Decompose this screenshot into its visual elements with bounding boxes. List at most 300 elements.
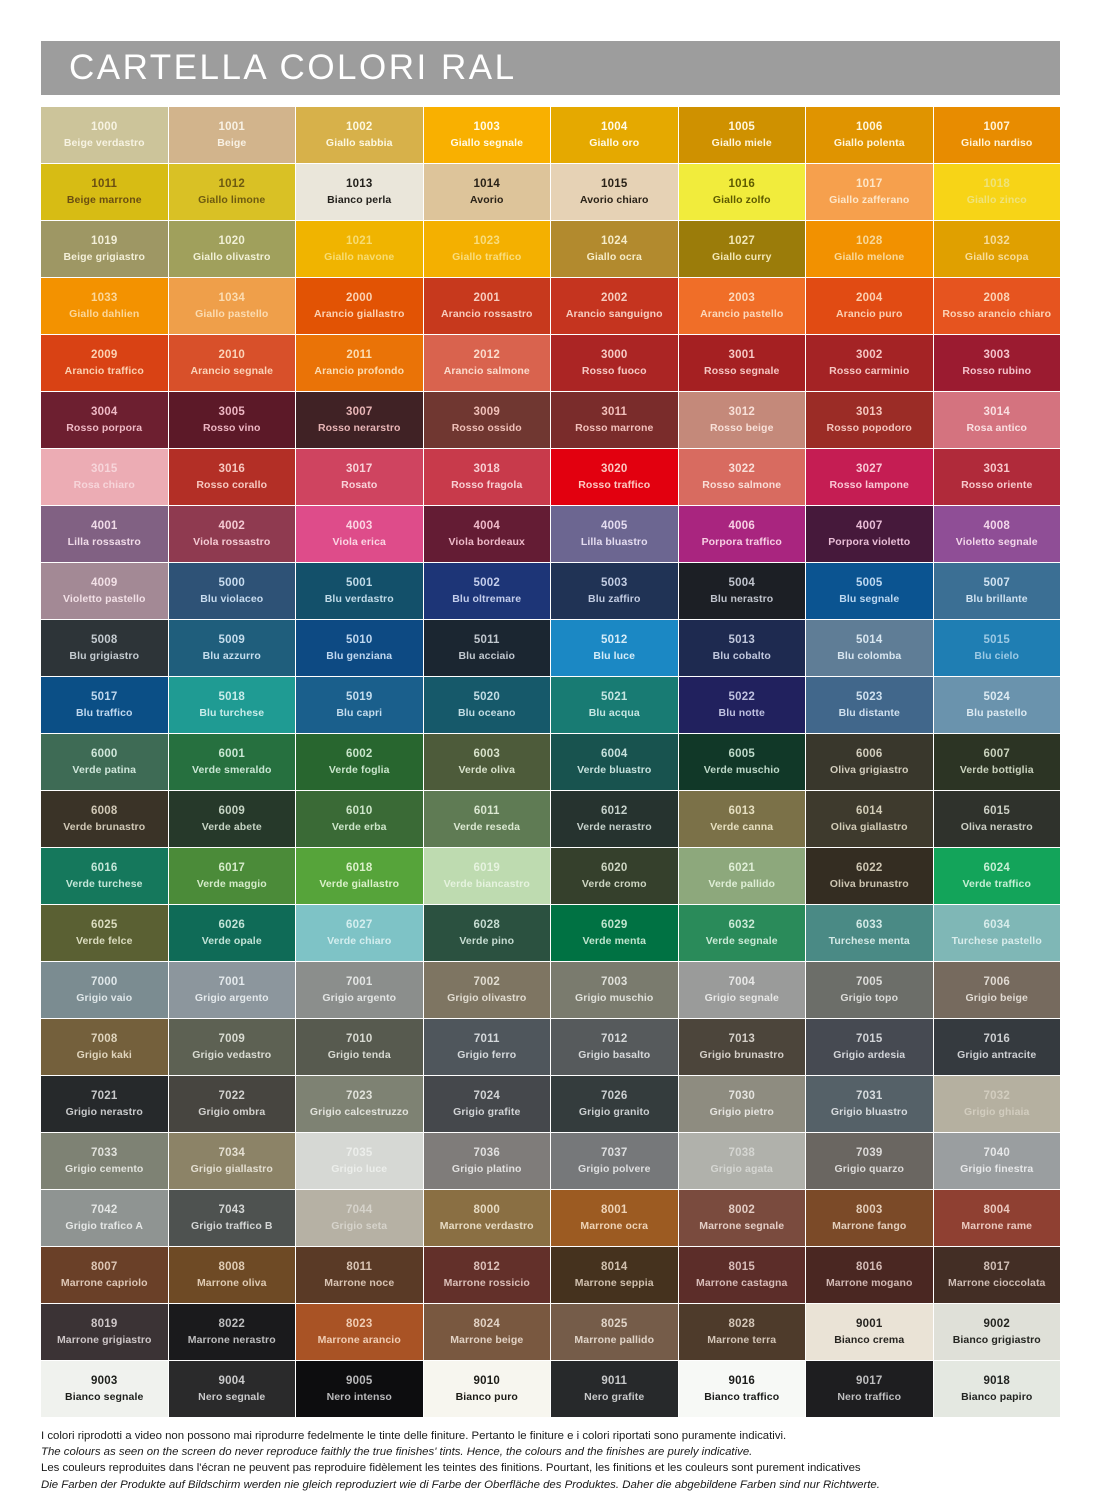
swatch-code: 8017: [983, 1260, 1010, 1273]
swatch-code: 6000: [91, 747, 118, 760]
color-swatch[interactable]: [169, 1190, 296, 1246]
color-swatch[interactable]: [41, 506, 168, 562]
color-swatch[interactable]: [169, 677, 296, 733]
color-swatch[interactable]: [551, 1247, 678, 1303]
swatch-name: Verde abete: [201, 821, 262, 834]
swatch-code: 1033: [91, 291, 118, 304]
color-swatch[interactable]: [934, 164, 1061, 220]
swatch-code: 7013: [728, 1032, 755, 1045]
color-swatch[interactable]: [424, 1361, 551, 1417]
color-swatch[interactable]: [169, 1133, 296, 1189]
swatch-code: 5018: [218, 690, 245, 703]
swatch-name: Marrone castagna: [696, 1277, 788, 1290]
color-swatch[interactable]: [679, 164, 806, 220]
swatch-code: 6022: [856, 861, 883, 874]
swatch-name: Blu notte: [718, 707, 765, 720]
color-swatch[interactable]: [551, 164, 678, 220]
color-swatch[interactable]: [679, 1076, 806, 1132]
color-swatch[interactable]: [806, 1304, 933, 1360]
color-swatch[interactable]: [551, 107, 678, 163]
page-header: [41, 41, 1060, 95]
color-swatch[interactable]: [551, 962, 678, 1018]
disclaimer-english: The colours as seen on the screen do never reproduce faithly the true finishes' tints. Hence, the colours and the finishes are purely indicative.: [41, 1446, 753, 1459]
color-swatch[interactable]: [551, 905, 678, 961]
color-swatch[interactable]: [551, 506, 678, 562]
swatch-code: 3011: [601, 405, 628, 418]
color-swatch[interactable]: [41, 1190, 168, 1246]
color-swatch[interactable]: [41, 677, 168, 733]
swatch-name: Rosso segnale: [704, 365, 780, 378]
swatch-name: Grigio ghiaia: [964, 1106, 1030, 1119]
color-swatch[interactable]: [934, 563, 1061, 619]
color-swatch[interactable]: [806, 1076, 933, 1132]
color-swatch[interactable]: [424, 1076, 551, 1132]
color-swatch[interactable]: [934, 1019, 1061, 1075]
color-swatch[interactable]: [296, 221, 423, 277]
swatch-name: Rosso corallo: [196, 479, 268, 492]
color-swatch[interactable]: [934, 1133, 1061, 1189]
color-swatch[interactable]: [934, 1361, 1061, 1417]
swatch-code: 4002: [218, 519, 245, 532]
color-swatch[interactable]: [934, 677, 1061, 733]
color-swatch[interactable]: [296, 791, 423, 847]
color-swatch[interactable]: [296, 848, 423, 904]
color-swatch[interactable]: [679, 734, 806, 790]
swatch-code: 7016: [983, 1032, 1010, 1045]
swatch-code: 5015: [983, 633, 1010, 646]
swatch-name: Porpora traffico: [701, 536, 782, 549]
color-swatch[interactable]: [934, 392, 1061, 448]
swatch-code: 2011: [346, 348, 373, 361]
swatch-name: Giallo olivastro: [193, 251, 271, 264]
color-swatch[interactable]: [551, 449, 678, 505]
color-swatch[interactable]: [41, 848, 168, 904]
color-swatch[interactable]: [424, 1304, 551, 1360]
color-swatch[interactable]: [551, 677, 678, 733]
color-swatch[interactable]: [169, 107, 296, 163]
color-swatch[interactable]: [169, 1304, 296, 1360]
swatch-code: 7036: [473, 1146, 500, 1159]
swatch-code: 9005: [346, 1374, 373, 1387]
color-swatch[interactable]: [169, 848, 296, 904]
color-swatch[interactable]: [41, 335, 168, 391]
swatch-name: Marrone segnale: [699, 1220, 785, 1233]
swatch-code: 6008: [91, 804, 118, 817]
color-swatch[interactable]: [551, 1076, 678, 1132]
color-swatch[interactable]: [934, 278, 1061, 334]
swatch-name: Grigio tenda: [327, 1049, 391, 1062]
color-swatch[interactable]: [424, 620, 551, 676]
swatch-code: 3027: [856, 462, 883, 475]
color-swatch[interactable]: [296, 1190, 423, 1246]
color-swatch[interactable]: [296, 1076, 423, 1132]
color-swatch[interactable]: [551, 1190, 678, 1246]
color-swatch[interactable]: [41, 791, 168, 847]
color-swatch[interactable]: [551, 1133, 678, 1189]
color-swatch[interactable]: [169, 392, 296, 448]
swatch-code: 5022: [728, 690, 755, 703]
swatch-code: 7035: [346, 1146, 373, 1159]
color-swatch[interactable]: [424, 563, 551, 619]
swatch-code: 9018: [983, 1374, 1010, 1387]
color-swatch[interactable]: [41, 278, 168, 334]
color-swatch[interactable]: [934, 335, 1061, 391]
swatch-name: Marrone pallido: [574, 1334, 655, 1347]
swatch-code: 8004: [983, 1203, 1010, 1216]
color-swatch[interactable]: [41, 107, 168, 163]
color-swatch[interactable]: [41, 620, 168, 676]
swatch-code: 1002: [346, 120, 373, 133]
color-swatch[interactable]: [296, 164, 423, 220]
color-swatch[interactable]: [679, 278, 806, 334]
color-swatch[interactable]: [679, 392, 806, 448]
swatch-code: 5021: [601, 690, 628, 703]
swatch-name: Blu distante: [838, 707, 900, 720]
swatch-name: Blu violaceo: [200, 593, 264, 606]
color-swatch[interactable]: [934, 107, 1061, 163]
color-swatch[interactable]: [806, 791, 933, 847]
swatch-name: Rosso marrone: [575, 422, 654, 435]
swatch-code: 4009: [91, 576, 118, 589]
color-swatch[interactable]: [806, 677, 933, 733]
color-swatch[interactable]: [296, 1361, 423, 1417]
swatch-name: Blu colomba: [837, 650, 902, 663]
color-swatch[interactable]: [41, 962, 168, 1018]
swatch-name: Nero segnale: [198, 1391, 266, 1404]
color-swatch[interactable]: [934, 1190, 1061, 1246]
swatch-code: 7031: [856, 1089, 883, 1102]
swatch-name: Bianco puro: [455, 1391, 518, 1404]
color-swatch[interactable]: [169, 1019, 296, 1075]
color-swatch[interactable]: [806, 734, 933, 790]
color-swatch[interactable]: [41, 905, 168, 961]
swatch-code: 4008: [983, 519, 1010, 532]
swatch-code: 1018: [983, 177, 1010, 190]
color-swatch[interactable]: [169, 1247, 296, 1303]
color-swatch[interactable]: [806, 392, 933, 448]
color-swatch[interactable]: [169, 962, 296, 1018]
color-swatch[interactable]: [806, 506, 933, 562]
swatch-name: Blu cielo: [974, 650, 1020, 663]
color-swatch[interactable]: [169, 620, 296, 676]
color-swatch[interactable]: [934, 1247, 1061, 1303]
color-swatch[interactable]: [934, 449, 1061, 505]
swatch-name: Rosso ossido: [451, 422, 522, 435]
color-swatch[interactable]: [41, 563, 168, 619]
swatch-code: 7044: [346, 1203, 373, 1216]
color-swatch[interactable]: [551, 734, 678, 790]
color-swatch[interactable]: [934, 506, 1061, 562]
color-swatch[interactable]: [934, 791, 1061, 847]
color-swatch[interactable]: [296, 1133, 423, 1189]
swatch-name: Rosso popodoro: [826, 422, 912, 435]
swatch-code: 2004: [856, 291, 883, 304]
swatch-name: Marrone mogano: [825, 1277, 913, 1290]
color-swatch[interactable]: [169, 506, 296, 562]
swatch-code: 7015: [856, 1032, 883, 1045]
color-swatch[interactable]: [806, 1361, 933, 1417]
color-swatch[interactable]: [679, 677, 806, 733]
color-swatch[interactable]: [424, 449, 551, 505]
color-swatch[interactable]: [679, 449, 806, 505]
color-swatch[interactable]: [296, 620, 423, 676]
swatch-code: 7012: [601, 1032, 628, 1045]
swatch-name: Rosso salmone: [702, 479, 782, 492]
color-swatch[interactable]: [169, 734, 296, 790]
color-swatch[interactable]: [679, 1133, 806, 1189]
color-swatch[interactable]: [679, 620, 806, 676]
color-swatch[interactable]: [806, 905, 933, 961]
swatch-name: Marrone noce: [324, 1277, 395, 1290]
color-swatch[interactable]: [679, 1247, 806, 1303]
color-swatch[interactable]: [296, 1304, 423, 1360]
color-swatch[interactable]: [169, 449, 296, 505]
color-swatch[interactable]: [296, 449, 423, 505]
color-swatch[interactable]: [41, 164, 168, 220]
color-swatch[interactable]: [296, 734, 423, 790]
swatch-code: 3014: [983, 405, 1010, 418]
swatch-name: Grigio ardesia: [833, 1049, 906, 1062]
swatch-name: Grigio quarzo: [834, 1163, 905, 1176]
swatch-code: 8000: [473, 1203, 500, 1216]
color-swatch[interactable]: [679, 1190, 806, 1246]
color-swatch[interactable]: [424, 1190, 551, 1246]
color-swatch[interactable]: [296, 335, 423, 391]
color-swatch[interactable]: [296, 1019, 423, 1075]
swatch-name: Rosso rubino: [962, 365, 1032, 378]
swatch-name: Beige: [217, 137, 247, 150]
color-swatch[interactable]: [424, 335, 551, 391]
color-swatch[interactable]: [934, 1304, 1061, 1360]
color-swatch[interactable]: [551, 392, 678, 448]
swatch-name: Grigio cemento: [65, 1163, 144, 1176]
color-swatch[interactable]: [934, 905, 1061, 961]
swatch-name: Verde chiaro: [327, 935, 392, 948]
color-swatch[interactable]: [169, 563, 296, 619]
color-swatch[interactable]: [424, 392, 551, 448]
color-swatch[interactable]: [934, 620, 1061, 676]
color-swatch[interactable]: [806, 335, 933, 391]
swatch-code: 8024: [473, 1317, 500, 1330]
color-swatch[interactable]: [551, 563, 678, 619]
color-swatch[interactable]: [679, 1019, 806, 1075]
swatch-code: 8003: [856, 1203, 883, 1216]
color-swatch[interactable]: [679, 107, 806, 163]
color-swatch[interactable]: [806, 962, 933, 1018]
color-swatch[interactable]: [41, 1076, 168, 1132]
swatch-code: 6020: [601, 861, 628, 874]
swatch-name: Giallo dahlien: [69, 308, 140, 321]
swatch-name: Giallo nardiso: [961, 137, 1033, 150]
color-swatch[interactable]: [806, 1190, 933, 1246]
color-swatch[interactable]: [41, 221, 168, 277]
swatch-code: 7033: [91, 1146, 118, 1159]
swatch-code: 7039: [856, 1146, 883, 1159]
swatch-name: Arancio profondo: [314, 365, 405, 378]
swatch-name: Bianco grigiastro: [952, 1334, 1041, 1347]
swatch-code: 9010: [473, 1374, 500, 1387]
swatch-code: 1020: [218, 234, 245, 247]
color-swatch[interactable]: [551, 335, 678, 391]
swatch-name: Oliva giallastro: [830, 821, 908, 834]
color-swatch[interactable]: [551, 1019, 678, 1075]
swatch-code: 8001: [601, 1203, 628, 1216]
color-swatch[interactable]: [679, 848, 806, 904]
disclaimer-footer: [41, 1428, 1060, 1493]
color-swatch[interactable]: [169, 791, 296, 847]
swatch-code: 1032: [983, 234, 1010, 247]
color-swatch[interactable]: [424, 164, 551, 220]
swatch-code: 3022: [728, 462, 755, 475]
color-swatch[interactable]: [551, 1304, 678, 1360]
color-swatch[interactable]: [551, 278, 678, 334]
color-swatch[interactable]: [296, 506, 423, 562]
color-swatch[interactable]: [41, 1361, 168, 1417]
color-swatch[interactable]: [806, 563, 933, 619]
color-swatch[interactable]: [169, 278, 296, 334]
color-swatch[interactable]: [806, 164, 933, 220]
color-swatch[interactable]: [169, 1361, 296, 1417]
swatch-code: 5014: [856, 633, 883, 646]
swatch-name: Grigio polvere: [577, 1163, 651, 1176]
color-swatch[interactable]: [679, 1304, 806, 1360]
color-swatch[interactable]: [934, 734, 1061, 790]
color-swatch[interactable]: [41, 1304, 168, 1360]
swatch-code: 2002: [601, 291, 628, 304]
swatch-name: Marrone capriolo: [60, 1277, 148, 1290]
swatch-code: 5009: [218, 633, 245, 646]
color-swatch[interactable]: [424, 848, 551, 904]
color-swatch[interactable]: [169, 1076, 296, 1132]
swatch-name: Verde bluastro: [577, 764, 652, 777]
swatch-name: Grigio bluastro: [830, 1106, 908, 1119]
color-swatch[interactable]: [424, 677, 551, 733]
color-swatch[interactable]: [679, 791, 806, 847]
swatch-code: 3002: [856, 348, 883, 361]
swatch-name: Grigio ombra: [198, 1106, 266, 1119]
color-swatch[interactable]: [424, 107, 551, 163]
color-swatch[interactable]: [41, 392, 168, 448]
color-swatch[interactable]: [296, 278, 423, 334]
swatch-code: 9017: [856, 1374, 883, 1387]
swatch-name: Grigio vaio: [76, 992, 133, 1005]
swatch-code: 8016: [856, 1260, 883, 1273]
swatch-code: 6015: [983, 804, 1010, 817]
color-swatch[interactable]: [424, 221, 551, 277]
color-swatch[interactable]: [424, 734, 551, 790]
color-swatch[interactable]: [169, 164, 296, 220]
color-swatch[interactable]: [424, 1247, 551, 1303]
swatch-code: 7010: [346, 1032, 373, 1045]
color-swatch[interactable]: [679, 905, 806, 961]
color-swatch[interactable]: [806, 1019, 933, 1075]
disclaimer-french: Les couleurs reproduites dans l'écran ne peuvent pas reproduire fidèlement les teintes des finitions. Pourtant, les finitions et les couleurs sont purement indicatives: [41, 1462, 861, 1475]
swatch-code: 5012: [601, 633, 628, 646]
swatch-name: Marrone ocra: [580, 1220, 649, 1233]
color-swatch[interactable]: [296, 962, 423, 1018]
swatch-name: Avorio: [470, 194, 504, 207]
color-swatch[interactable]: [679, 335, 806, 391]
swatch-name: Marrone arancio: [317, 1334, 401, 1347]
swatch-code: 3012: [728, 405, 755, 418]
color-swatch[interactable]: [296, 905, 423, 961]
swatch-name: Grigio topo: [840, 992, 899, 1005]
color-swatch[interactable]: [806, 620, 933, 676]
color-swatch[interactable]: [424, 506, 551, 562]
swatch-code: 6004: [601, 747, 628, 760]
color-swatch[interactable]: [296, 392, 423, 448]
swatch-code: 7002: [473, 975, 500, 988]
color-swatch[interactable]: [41, 449, 168, 505]
color-swatch[interactable]: [806, 278, 933, 334]
color-swatch[interactable]: [679, 1361, 806, 1417]
swatch-code: 5003: [601, 576, 628, 589]
color-swatch[interactable]: [934, 1076, 1061, 1132]
swatch-code: 9016: [728, 1374, 755, 1387]
swatch-name: Blu acciaio: [458, 650, 516, 663]
swatch-code: 6001: [218, 747, 245, 760]
swatch-name: Giallo segnale: [450, 137, 524, 150]
color-swatch[interactable]: [551, 221, 678, 277]
color-swatch[interactable]: [934, 848, 1061, 904]
color-swatch[interactable]: [806, 221, 933, 277]
color-swatch[interactable]: [424, 278, 551, 334]
color-swatch[interactable]: [169, 335, 296, 391]
swatch-name: Marrone nerastro: [187, 1334, 276, 1347]
color-swatch[interactable]: [551, 1361, 678, 1417]
color-swatch[interactable]: [806, 1247, 933, 1303]
swatch-code: 5005: [856, 576, 883, 589]
color-swatch[interactable]: [679, 962, 806, 1018]
color-swatch[interactable]: [41, 1133, 168, 1189]
swatch-code: 2000: [346, 291, 373, 304]
color-swatch[interactable]: [806, 107, 933, 163]
color-swatch[interactable]: [296, 563, 423, 619]
swatch-name: Giallo zafferano: [829, 194, 910, 207]
color-swatch[interactable]: [424, 1133, 551, 1189]
swatch-name: Blu pastello: [966, 707, 1028, 720]
swatch-name: Arancio giallastro: [314, 308, 405, 321]
color-swatch[interactable]: [679, 221, 806, 277]
color-swatch[interactable]: [424, 962, 551, 1018]
color-swatch[interactable]: [806, 848, 933, 904]
color-swatch[interactable]: [41, 1247, 168, 1303]
color-swatch[interactable]: [551, 620, 678, 676]
color-swatch[interactable]: [169, 221, 296, 277]
color-swatch[interactable]: [41, 734, 168, 790]
color-swatch[interactable]: [169, 905, 296, 961]
color-swatch[interactable]: [934, 962, 1061, 1018]
swatch-name: Marrone rame: [961, 1220, 1033, 1233]
color-swatch[interactable]: [934, 221, 1061, 277]
color-swatch[interactable]: [551, 791, 678, 847]
color-swatch[interactable]: [296, 1247, 423, 1303]
color-swatch[interactable]: [679, 563, 806, 619]
color-swatch[interactable]: [41, 1019, 168, 1075]
color-swatch[interactable]: [806, 1133, 933, 1189]
color-swatch[interactable]: [806, 449, 933, 505]
color-swatch[interactable]: [424, 1019, 551, 1075]
swatch-code: 6013: [728, 804, 755, 817]
color-swatch[interactable]: [296, 107, 423, 163]
color-swatch[interactable]: [424, 905, 551, 961]
color-swatch[interactable]: [551, 848, 678, 904]
swatch-code: 6024: [983, 861, 1010, 874]
color-swatch[interactable]: [296, 677, 423, 733]
color-swatch[interactable]: [679, 506, 806, 562]
swatch-code: 3004: [91, 405, 118, 418]
color-swatch[interactable]: [424, 791, 551, 847]
